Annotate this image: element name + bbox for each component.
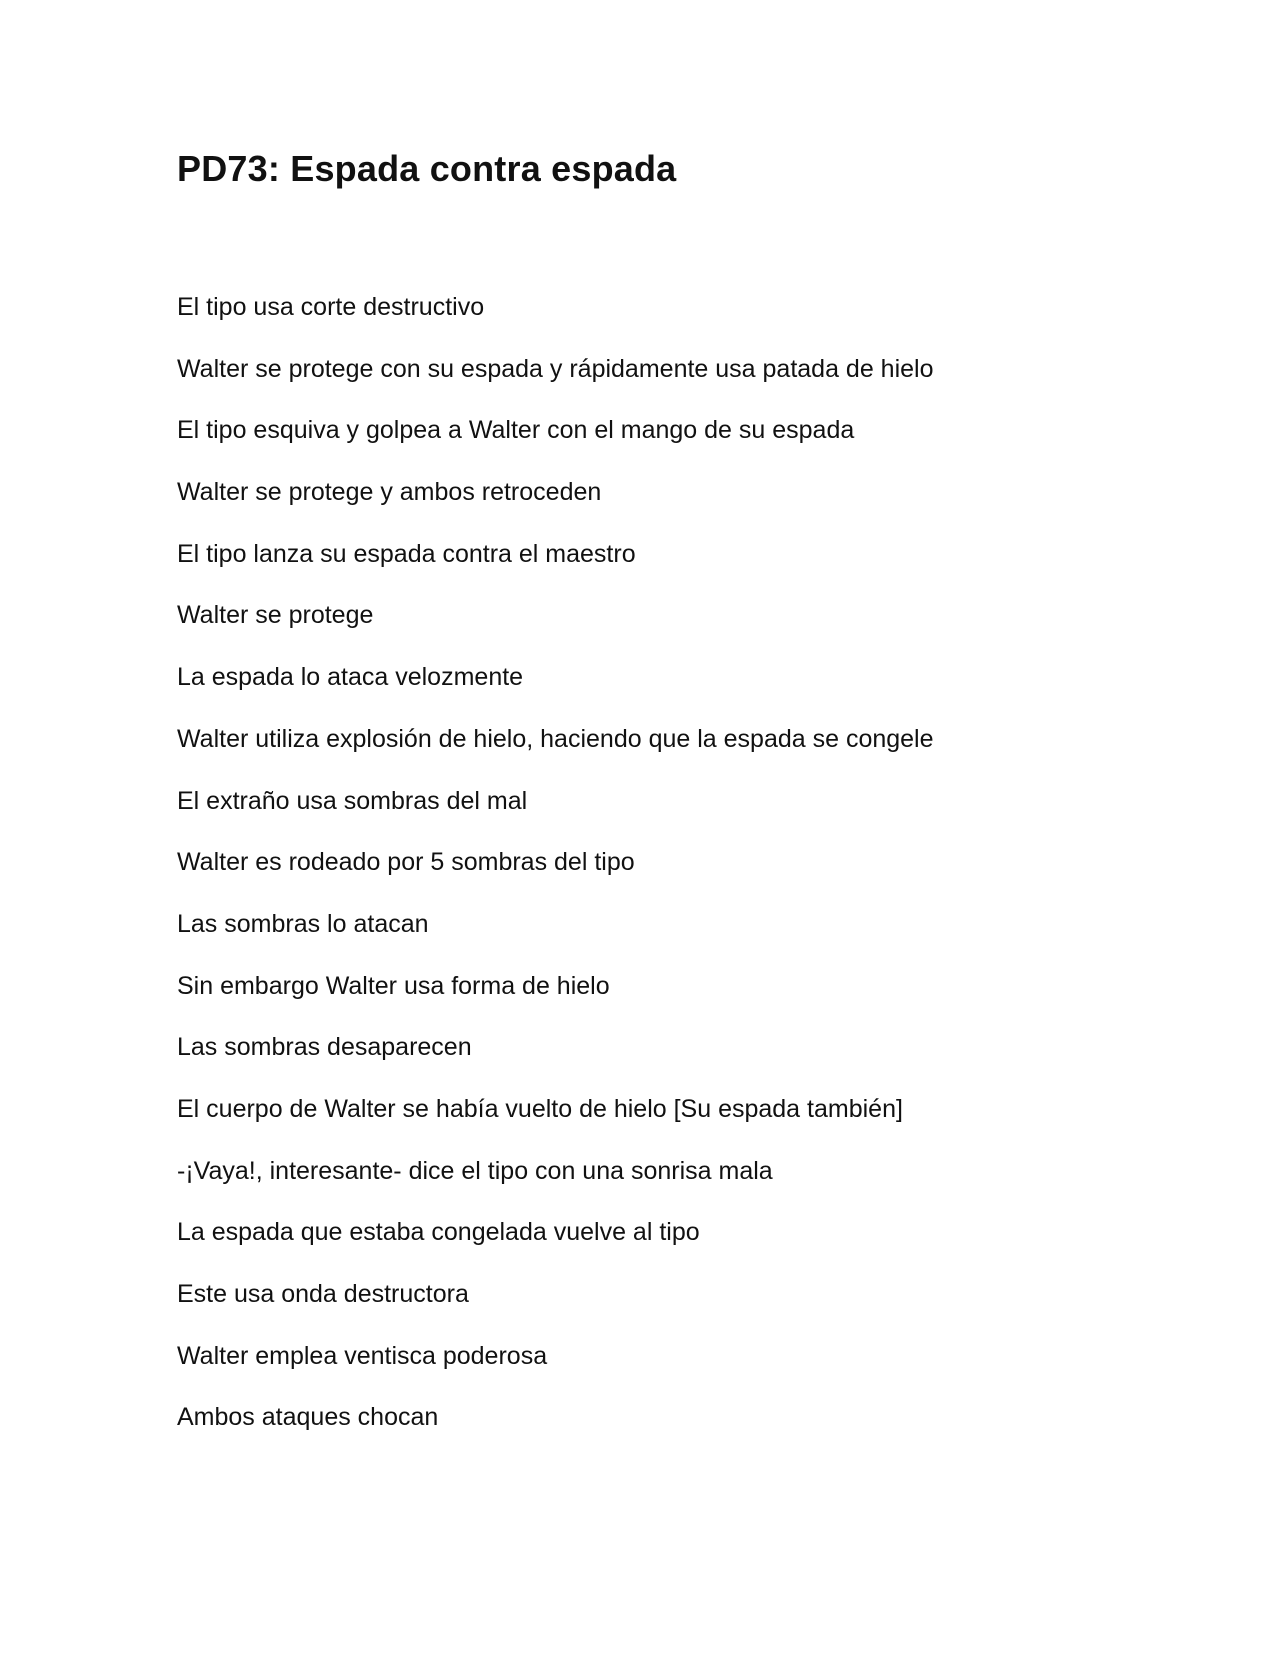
text-line: El extraño usa sombras del mal [177, 786, 528, 815]
text-line: El tipo esquiva y golpea a Walter con el mango de su espada [177, 416, 855, 445]
document-body [177, 292, 1177, 1464]
text-line: Las sombras lo atacan [177, 909, 429, 938]
text-line: El tipo lanza su espada contra el maestro [177, 539, 636, 568]
text-line: Walter emplea ventisca poderosa [177, 1341, 548, 1370]
text-line: Sin embargo Walter usa forma de hielo [177, 971, 610, 1000]
text-line: El cuerpo de Walter se había vuelto de hielo [Su espada también] [177, 1094, 903, 1123]
text-line: Walter se protege con su espada y rápidamente usa patada de hielo [177, 354, 934, 383]
text-line: Ambos ataques chocan [177, 1403, 439, 1432]
text-line: El tipo usa corte destructivo [177, 293, 485, 321]
text-line: Walter utiliza explosión de hielo, haciendo que la espada se congele [177, 724, 934, 753]
document-title: PD73: Espada contra espada [177, 148, 677, 189]
text-line: Walter se protege [177, 601, 374, 630]
text-line: Walter se protege y ambos retroceden [177, 478, 602, 507]
text-line: Las sombras desaparecen [177, 1033, 472, 1062]
text-line: La espada lo ataca velozmente [177, 663, 524, 692]
text-line: Este usa onda destructora [177, 1280, 469, 1308]
text-line: -¡Vaya!, interesante- dice el tipo con una sonrisa mala [177, 1156, 773, 1185]
text-line: Walter es rodeado por 5 sombras del tipo [177, 848, 635, 877]
text-line: La espada que estaba congelada vuelve al tipo [177, 1218, 700, 1247]
